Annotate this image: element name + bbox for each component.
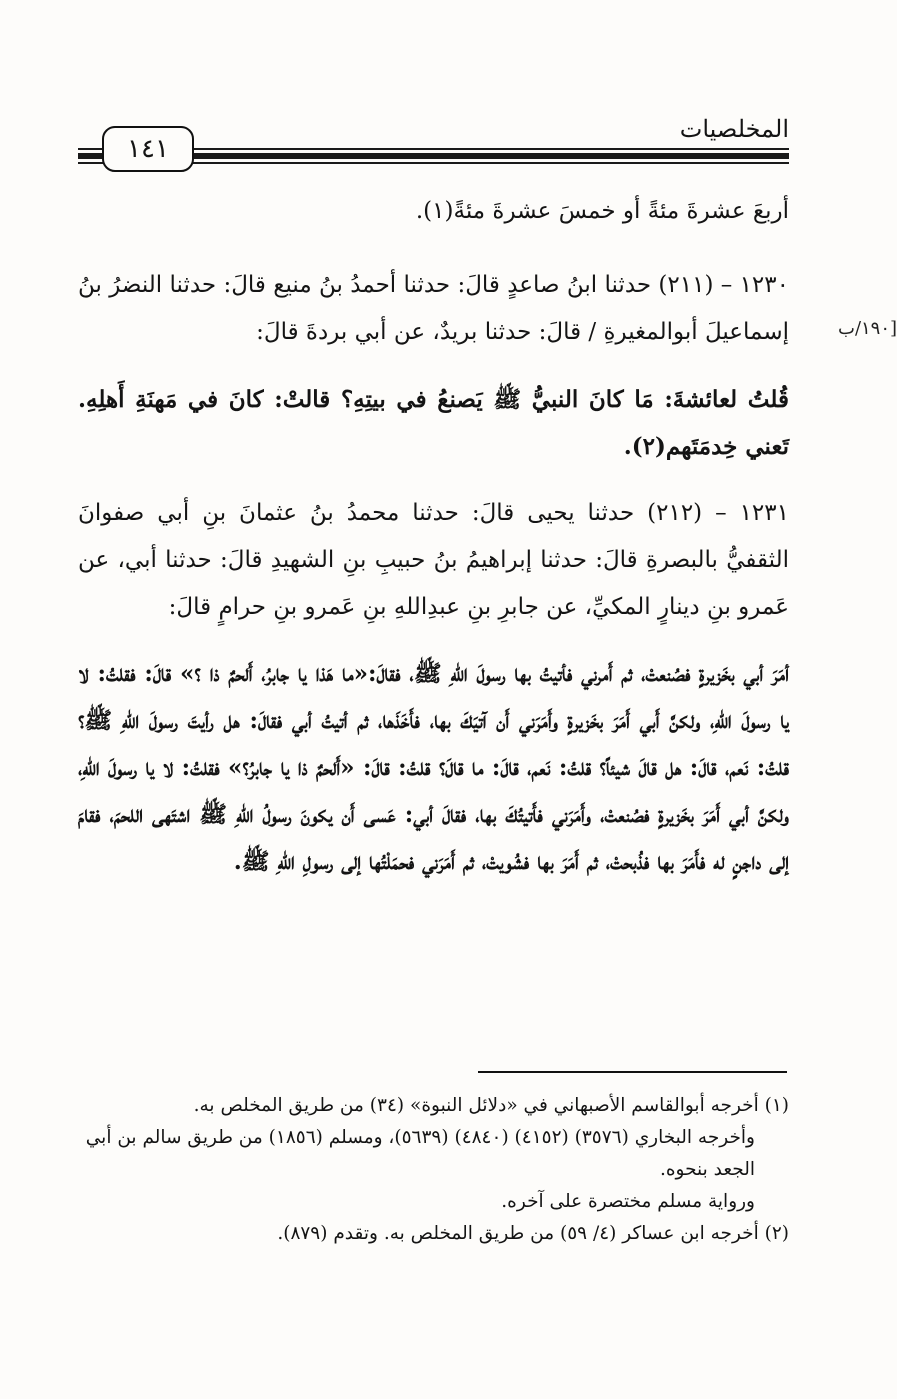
footnote-1: (١) أخرجه أبوالقاسم الأصبهاني في «دلائل النبوة» (٣٤) من طريق المخلص به. — [193, 1095, 789, 1116]
page-number-box — [102, 126, 194, 172]
page-number: ١٤١ — [127, 134, 169, 164]
footnotes — [78, 1090, 789, 1250]
footnote-1-note: ورواية مسلم مختصرة على آخره. — [501, 1191, 755, 1212]
footnote-2: (٢) أخرجه ابن عساكر (٤/ ٥٩) من طريق المخلص به. وتقدم (٨٧٩). — [277, 1223, 789, 1244]
book-title: المخلصيات — [679, 115, 789, 143]
paragraph-continuation: أربعَ عشرةَ مئةً أو خمسَ عشرةَ مئةً(١). — [415, 198, 789, 224]
footnote-separator — [478, 1071, 787, 1073]
hadith-matn-1230: قُلتُ لعائشةَ: مَا كانَ النبيُّ ﷺ يَصنعُ في بيتِهِ؟ قالتْ: كانَ في مَهنَةِ أَهلِهِ. تَعني خِدمَتَهم(٢). — [78, 386, 789, 460]
manuscript-folio-note: [١٩٠/ب — [838, 318, 897, 339]
hadith-isnad-1230: ١٢٣٠ – (٢١١) حدثنا ابنُ صاعدٍ قالَ: حدثنا أحمدُ بنُ منيع قالَ: حدثنا النضرُ بنُ إسماعيلَ أبوالمغيرةِ / قالَ: حدثنا بريدٌ، عن أبي بردةَ قالَ: — [78, 272, 789, 345]
footnote-1-continuation: وأخرجه البخاري (٣٥٧٦) (٤١٥٢) (٤٨٤٠) (٥٦٣٩)، ومسلم (١٨٥٦) من طريق سالم بن أبي الجعد بنحوه. — [85, 1127, 755, 1180]
hadith-matn-1231: أمَرَ أبي بخَزيرةٍ فصُنعتْ، ثم أَمرني فأتيتُ بها رسولَ اللهِ ﷺ، فقالَ:«ما هَذا يا جابرُ، أَلحمٌ ذا ؟» قالَ: فقلتُ: لا يا رسولَ اللهِ، ولكنَّ أَبي أَمَرَ بخَزيرةٍ وأَمَرَني أَن آتيَكَ بها، فأَخَذَها، ثم أتيتُ أبي فقالَ: هل رأيتَ رسولَ اللهِ ﷺ؟ قلتُ: نَعم، قالَ: هل قالَ شيئاً؟ قلتُ: نَعم، قالَ: ما قالَ؟ قلتُ: قالَ: «أَلحمٌ ذا يا جابرُ؟» فقلتُ: لا يا رسولَ اللهِ، ولكنَّ أبي أَمَرَ بخَزيرةٍ فصُنعتْ، وأَمَرَني فأَتيتُكَ بها، فقالَ أبي: عَسى أَن يكونَ رسولُ اللهِ ﷺ اشتَهى اللحمَ، فقامَ إلى داجنٍ له فأَمَرَ بها فذُبحتْ، ثم أَمَرَ بها فشُويتْ، ثم أَمَرَني فحمَلْتُها إلى رسولِ اللهِ ﷺ. — [78, 660, 789, 875]
hadith-isnad-1231: ١٢٣١ – (٢١٢) حدثنا يحيى قالَ: حدثنا محمدُ بنُ عثمانَ بنِ أبي صفوانَ الثقفيُّ بالبصرةِ قالَ: حدثنا إبراهيمُ بنُ حبيبِ بنِ الشهيدِ قالَ: حدثنا أبي، عن عَمرو بنِ دينارٍ المكيِّ، عن جابرِ بنِ عبدِاللهِ بنِ عَمرو بنِ حرامٍ قالَ: — [78, 500, 789, 620]
